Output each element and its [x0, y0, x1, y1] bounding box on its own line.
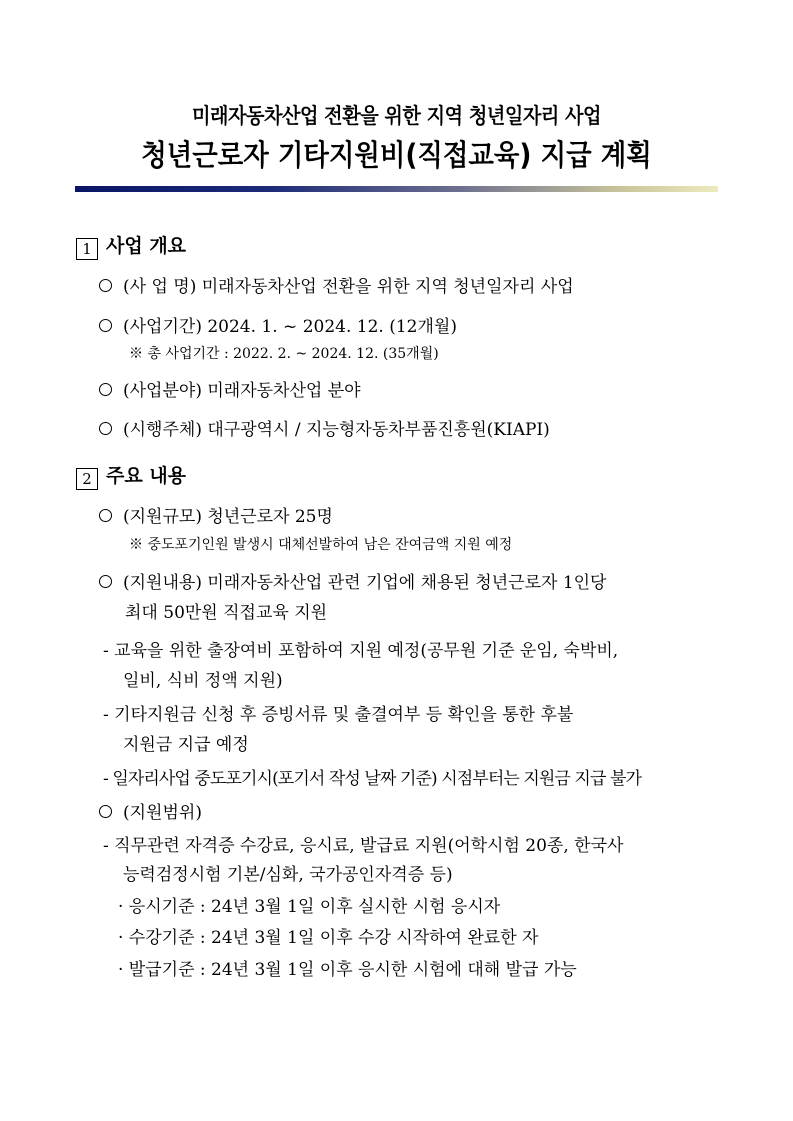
- section-1-heading: [76, 231, 186, 260]
- dash-item-continuation: 능력검정시험 기본/심화, 국가공인자격증 등): [123, 865, 453, 885]
- dash-item: - 직무관련 자격증 수강료, 응시료, 발급료 지원(어학시험 20종, 한국사: [103, 836, 624, 856]
- section-1-title: 사업 개요: [106, 235, 187, 257]
- scale-note: ※ 중도포기인원 발생시 대체선발하여 남은 잔여금액 지원 예정: [129, 537, 513, 553]
- list-item: (사업분야) 미래자동차산업 분야: [99, 376, 361, 401]
- circle-bullet-icon: [99, 575, 112, 588]
- period-note: ※ 총 사업기간 : 2022. 2. ~ 2024. 12. (35개월): [129, 346, 439, 362]
- sub-bullet: · 발급기준 : 24년 3월 1일 이후 응시한 시험에 대해 발급 가능: [118, 960, 577, 980]
- sub-bullet: · 수강기준 : 24년 3월 1일 이후 수강 시작하여 완료한 자: [118, 928, 539, 948]
- list-item: (지원규모) 청년근로자 25명: [99, 502, 333, 527]
- circle-bullet-icon: [99, 422, 112, 435]
- list-item: (지원내용) 미래자동차산업 관련 기업에 채용된 청년근로자 1인당: [99, 568, 606, 593]
- circle-bullet-icon: [99, 509, 112, 522]
- dash-item: - 기타지원금 신청 후 증빙서류 및 출결여부 등 확인을 통한 후불: [103, 705, 574, 725]
- list-item: (지원범위): [99, 798, 202, 823]
- circle-bullet-icon: [99, 383, 112, 396]
- list-item: (시행주체) 대구광역시 / 지능형자동차부품진흥원(KIAPI): [99, 415, 550, 440]
- sub-bullet: · 응시기준 : 24년 3월 1일 이후 실시한 시험 응시자: [118, 897, 501, 917]
- circle-bullet-icon: [99, 279, 112, 292]
- section-2-heading: [76, 461, 186, 490]
- dash-item: - 일자리사업 중도포기시(포기서 작성 날짜 기준) 시점부터는 지원금 지급 불가: [103, 769, 642, 789]
- dash-item: - 교육을 위한 출장여비 포함하여 지원 예정(공무원 기준 운임, 숙박비,: [103, 641, 619, 661]
- section-number-box: 2: [76, 468, 98, 490]
- list-item: (사업기간) 2024. 1. ~ 2024. 12. (12개월): [99, 312, 457, 337]
- circle-bullet-icon: [99, 805, 112, 818]
- section-2-title: 주요 내용: [106, 465, 187, 487]
- section-number-box: 1: [76, 238, 98, 260]
- title-divider: [75, 186, 718, 192]
- list-item-continuation: 최대 50만원 직접교육 지원: [125, 603, 328, 623]
- dash-item-continuation: 일비, 식비 정액 지원): [123, 671, 283, 691]
- document-subtitle: 미래자동차산업 전환을 위한 지역 청년일자리 사업: [191, 104, 602, 128]
- document-title: 청년근로자 기타지원비(직접교육) 지급 계획: [141, 138, 652, 172]
- list-item: (사 업 명) 미래자동차산업 전환을 위한 지역 청년일자리 사업: [99, 272, 574, 297]
- dash-item-continuation: 지원금 지급 예정: [123, 735, 249, 755]
- circle-bullet-icon: [99, 319, 112, 332]
